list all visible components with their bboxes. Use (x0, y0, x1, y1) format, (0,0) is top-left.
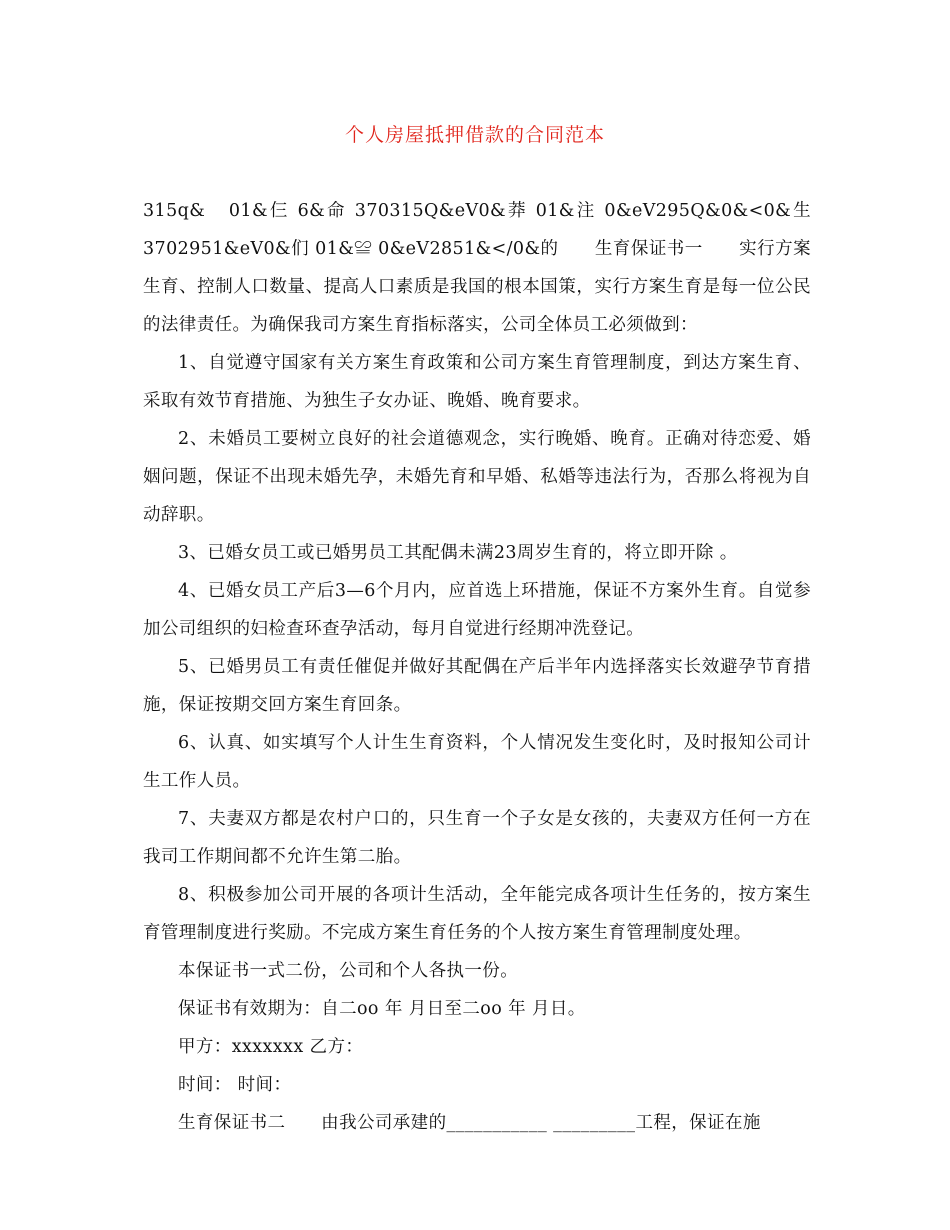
paragraph-item-7: 7、夫妻双方都是农村户口的，只生育一个子女是女孩的，夫妻双方任何一方在我司工作期间都不允许生第二胎。 (143, 809, 811, 867)
paragraph-second-pledge: 生育保证书二 由我公司承建的___________ _________工程，保证在施 (178, 1113, 761, 1133)
paragraph-parties: 甲方：xxxxxxx 乙方： (178, 1037, 364, 1057)
paragraph-item-5: 5、已婚男员工有责任催促并做好其配偶在产后半年内选择落实长效避孕节育措施，保证按期交回方案生育回条。 (143, 657, 811, 715)
paragraph-copies: 本保证书一式二份，公司和个人各执一份。 (178, 961, 519, 981)
paragraph-item-1: 1、自觉遵守国家有关方案生育政策和公司方案生育管理制度，到达方案生育、采取有效节育措施、为独生子女办证、晚婚、晚育要求。 (143, 353, 811, 411)
document-title: 个人房屋抵押借款的合同范本 (344, 124, 605, 146)
paragraph-item-3: 3、已婚女员工或已婚男员工其配偶未满23周岁生育的，将立即开除 。 (178, 543, 738, 563)
paragraph-dates: 时间： 时间： (178, 1075, 292, 1095)
paragraph-item-2: 2、未婚员工要树立良好的社会道德观念，实行晚婚、晚育。正确对待恋爱、婚姻问题，保证不出现未婚先孕，未婚先育和早婚、私婚等违法行为，否那么将视为自动辞职。 (143, 429, 811, 525)
document-body (143, 192, 817, 1142)
paragraph-intro: 315q& 01&仨 6&命 370315Q&eV0&莽 01&注 0&eV295Q&0&<0&生 3702951&eV0&们 01&≌ 0&eV2851&</0&的 生育保证书一 实行方案生育、控制人口数量、提高人口素质是我国的根本国策，实行方案生育是每一位公民的法律责任。为确保我司方案生育指标落实，公司全体员工必须做到： (143, 201, 817, 335)
paragraph-item-4: 4、已婚女员工产后3—6个月内，应首选上环措施，保证不方案外生育。自觉参加公司组织的妇检查环查孕活动，每月自觉进行经期冲洗登记。 (143, 581, 811, 639)
paragraph-item-6: 6、认真、如实填写个人计生生育资料，个人情况发生变化时，及时报知公司计生工作人员。 (143, 733, 811, 791)
paragraph-validity: 保证书有效期为：自二oo 年 月日至二oo 年 月日。 (178, 999, 586, 1019)
paragraph-item-8: 8、积极参加公司开展的各项计生活动，全年能完成各项计生任务的，按方案生育管理制度进行奖励。不完成方案生育任务的个人按方案生育管理制度处理。 (143, 885, 811, 943)
